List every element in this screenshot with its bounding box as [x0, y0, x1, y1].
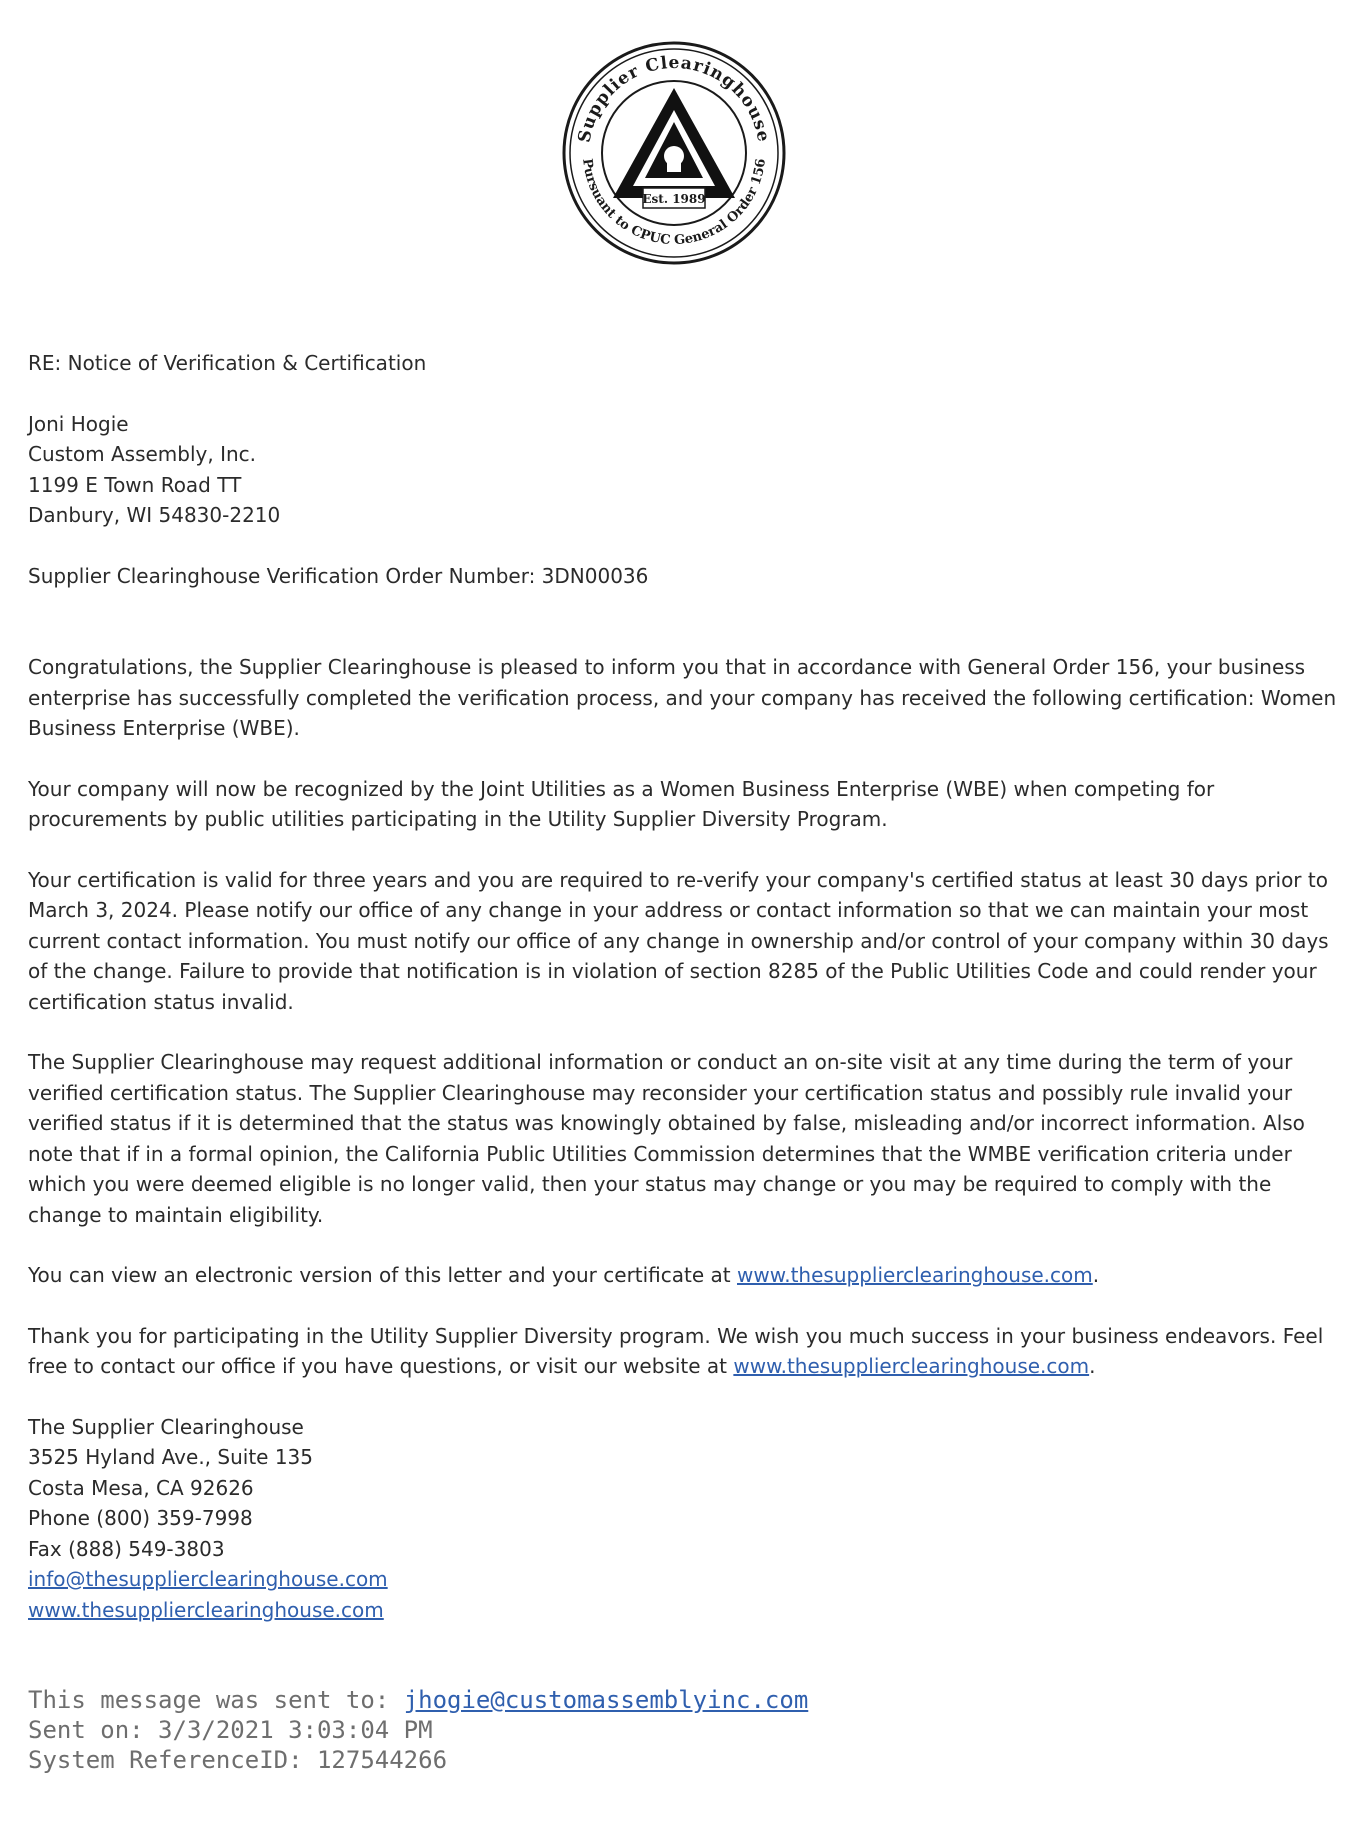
sender-street: 3525 Hyland Ave., Suite 135: [28, 1445, 313, 1469]
paragraph-electronic-version: [28, 1260, 1338, 1291]
letter-body: [28, 348, 1338, 1625]
sender-phone: Phone (800) 359-7998: [28, 1506, 253, 1530]
paragraph-validity: Your certification is valid for three years and you are required to re-verify your company's certified status at least 30 days prior to March 3, 2024. Please notify our office of any change in your address or contact information so that we can maintain your most current contact information. You must notify our office of any change in ownership and/or control of your company within 30 days of the change. Failure to provide that notification is in violation of section 8285 of the Public Utilities Code and could render your certification status invalid.: [28, 867, 1329, 1014]
paragraph-additional-info: The Supplier Clearinghouse may request additional information or conduct an on-site visit at any time during the term of your verified certification status. The Supplier Clearinghouse may reconsider your certification status and possibly rule invalid your verified status if it is determined that the status was knowingly obtained by false, misleading and/or incorrect information. Also note that if in a formal opinion, the California Public Utilities Commission determines that the WMBE verification criteria under which you were deemed eligible is no longer valid, then your status may change or you may be required to comply with the change to maintain eligibility.: [28, 1050, 1305, 1227]
period: .: [1092, 1263, 1100, 1287]
seal-ring-bottom-text: Pursuant to CPUC General Order 156: [579, 157, 769, 249]
system-reference-id: System ReferenceID: 127544266: [28, 1746, 448, 1774]
sender-fax: Fax (888) 549-3803: [28, 1536, 225, 1561]
seal-est-text: Est. 1989: [642, 192, 706, 206]
recipient-email-link[interactable]: jhogie@customassemblyinc.com: [403, 1686, 809, 1714]
paragraph-congratulations: Congratulations, the Supplier Clearinghouse is pleased to inform you that in accordance with General Order 156, your business enterprise has successfully completed the verification process, and your company has received the following certification: Women Business Enterprise (WBE).: [28, 655, 1337, 740]
electronic-version-text: You can view an electronic version of this letter and your certificate at: [28, 1263, 737, 1287]
sent-to-line: [28, 1685, 808, 1715]
sender-name: The Supplier Clearinghouse: [28, 1414, 304, 1439]
seal-ring-top-text: Supplier Clearinghouse: [574, 52, 774, 145]
sender-email-link[interactable]: info@thesupplierclearinghouse.com: [28, 1567, 388, 1591]
sender-signature-block: [28, 1412, 1338, 1626]
website-link-inline[interactable]: www.thesupplierclearinghouse.com: [737, 1263, 1093, 1287]
recipient-company: Custom Assembly, Inc.: [28, 442, 257, 466]
recipient-address: [28, 409, 1338, 531]
verification-order-number: Supplier Clearinghouse Verification Order Number: 3DN00036: [28, 563, 649, 588]
paragraph-thank-you: [28, 1321, 1338, 1382]
website-link-thank-you[interactable]: www.thesupplierclearinghouse.com: [733, 1354, 1090, 1378]
period: .: [1089, 1354, 1096, 1378]
recipient-city: Danbury, WI 54830-2210: [28, 503, 281, 527]
sent-on-line: Sent on: 3/3/2021 3:03:04 PM: [28, 1716, 433, 1744]
re-line: RE: Notice of Verification & Certification: [28, 351, 427, 375]
system-message-footer: [28, 1685, 808, 1775]
sender-city: Costa Mesa, CA 92626: [28, 1475, 254, 1500]
sent-to-label: This message was sent to:: [28, 1686, 404, 1714]
recipient-street: 1199 E Town Road TT: [28, 472, 242, 497]
sender-website-link[interactable]: www.thesupplierclearinghouse.com: [28, 1597, 384, 1622]
recipient-name: Joni Hogie: [28, 411, 129, 436]
thank-you-text: Thank you for participating in the Utility Supplier Diversity program. We wish you much success in your business endeavors. Feel free to contact our office if you have questions, or visit our website at: [28, 1323, 1324, 1378]
supplier-clearinghouse-seal: [561, 40, 787, 266]
paragraph-recognition: Your company will now be recognized by the Joint Utilities as a Women Business Enterprise (WBE) when competing for procurements by public utilities participating in the Utility Supplier Diversity Program.: [28, 776, 1215, 831]
